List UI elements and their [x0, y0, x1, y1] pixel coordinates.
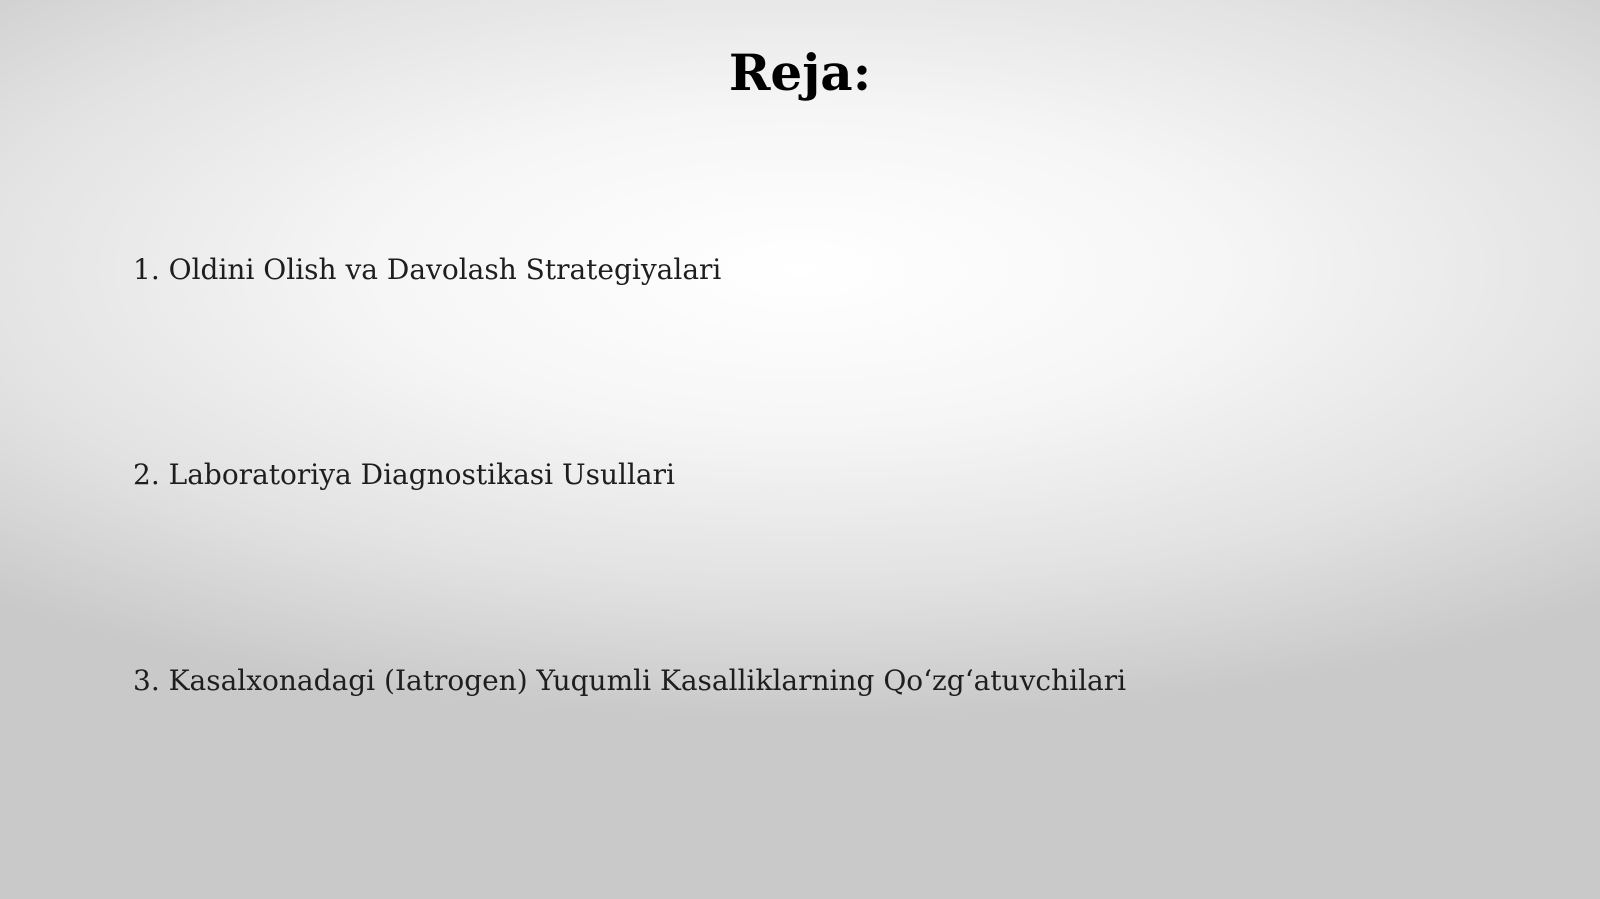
agenda-item-1: 1. Oldini Olish va Davolash Strategiyalari — [133, 253, 722, 286]
agenda-item-3: 3. Kasalxonadagi (Iatrogen) Yuqumli Kasalliklarning Qo‘zg‘atuvchilari — [133, 664, 1127, 697]
agenda-item-2: 2. Laboratoriya Diagnostikasi Usullari — [133, 458, 675, 491]
slide-title: Reja: — [728, 43, 872, 102]
